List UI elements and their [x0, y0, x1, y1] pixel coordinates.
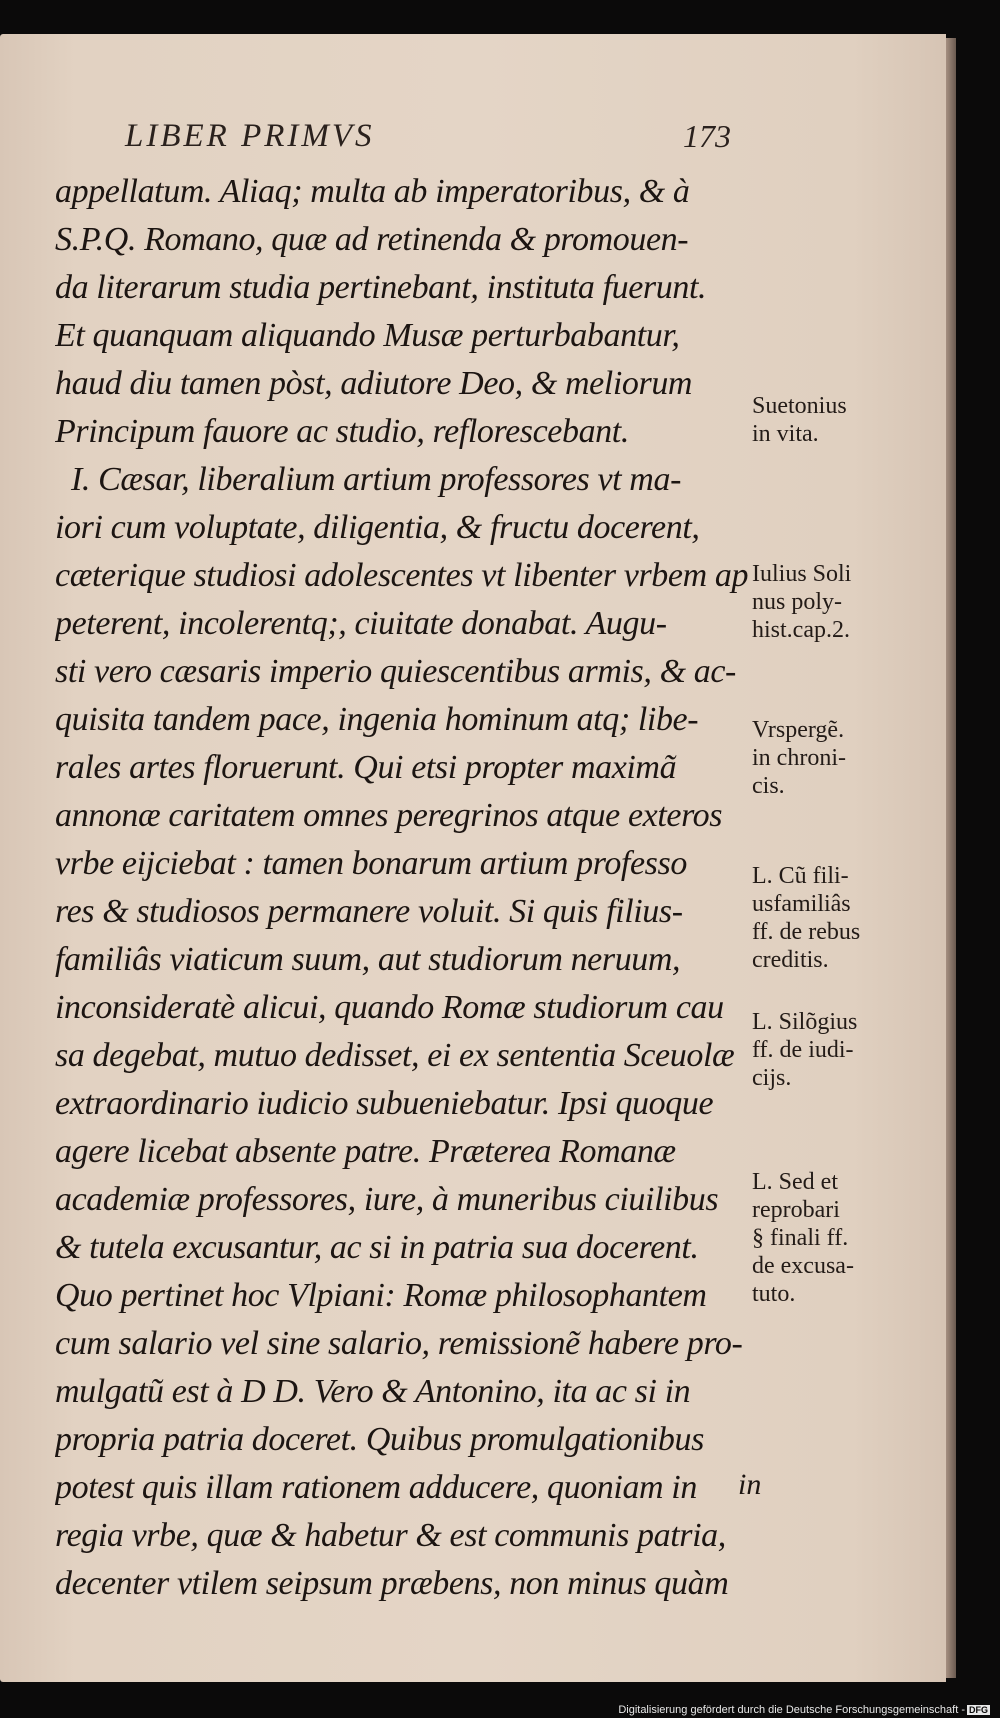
text-line: extraordinario iudicio subueniebatur. Ipsi quoque: [55, 1085, 714, 1122]
text-line: iori cum voluptate, diligentia, & fructu docerent,: [55, 509, 700, 546]
text-line: Et quanquam aliquando Musæ perturbabantur,: [55, 317, 680, 354]
marginal-line: L. Cũ fili-: [752, 863, 849, 889]
main-text: [55, 168, 775, 1608]
text-line: res & studiosos permanere voluit. Si quis filius-: [55, 893, 683, 930]
text-line: familiâs viaticum suum, aut studiorum neruum,: [55, 941, 681, 978]
text-line: sa degebat, mutuo dedisset, ei ex sententia Sceuolæ: [55, 1037, 735, 1074]
text-line: Quo pertinet hoc Vlpiani: Romæ philosophantem: [55, 1277, 707, 1314]
credit-text: Digitalisierung gefördert durch die Deutsche Forschungsgemeinschaft -: [618, 1704, 965, 1716]
text-line: agere licebat absente patre. Præterea Romanæ: [55, 1133, 676, 1170]
text-line: rales artes floruerunt. Qui etsi propter maximã: [55, 749, 677, 786]
text-line: cæterique studiosi adolescentes vt libenter vrbem ap: [55, 557, 749, 594]
marginal-note-lex-sed: [752, 1168, 854, 1308]
text-line: inconsideratè alicui, quando Romæ studiorum cau: [55, 989, 724, 1026]
text-line: potest quis illam rationem adducere, quoniam in: [55, 1469, 697, 1506]
marginal-line: cijs.: [752, 1065, 792, 1091]
catchword: in: [738, 1468, 762, 1501]
marginal-note-solinus: [752, 560, 851, 644]
text-line: Principum fauore ac studio, reflorescebant.: [55, 413, 629, 450]
marginal-line: Vrspergẽ.: [752, 717, 845, 743]
marginal-line: Suetonius: [752, 393, 847, 419]
marginal-note-suetonius: [752, 392, 847, 448]
text-line: & tutela excusantur, ac si in patria sua docerent.: [55, 1229, 699, 1266]
marginal-note-lex-si: [752, 1008, 857, 1092]
marginal-line: L. Sed et: [752, 1169, 838, 1195]
text-line: academiæ professores, iure, à muneribus ciuilibus: [55, 1181, 719, 1218]
text-line: mulgatũ est à D D. Vero & Antonino, ita ac si in: [55, 1373, 691, 1410]
marginal-line: Iulius Soli: [752, 561, 852, 587]
dfg-logo: DFG: [969, 1705, 988, 1715]
marginal-line: cis.: [752, 773, 785, 799]
marginal-line: de excusa-: [752, 1253, 854, 1279]
marginal-line: reprobari: [752, 1197, 840, 1223]
running-title: LIBER PRIMVS: [125, 118, 375, 154]
text-line: peterent, incolerentq;, ciuitate donabat. Augu-: [55, 605, 667, 642]
text-line: decenter vtilem seipsum præbens, non minus quàm: [55, 1565, 729, 1602]
marginal-line: creditis.: [752, 947, 829, 973]
marginal-line: ff. de rebus: [752, 919, 861, 945]
digitization-credit: [618, 1704, 990, 1716]
text-line: cum salario vel sine salario, remissionẽ habere pro-: [55, 1325, 743, 1362]
marginal-line: in chroni-: [752, 745, 846, 771]
text-line: regia vrbe, quæ & habetur & est communis patria,: [55, 1517, 726, 1554]
marginal-line: usfamiliâs: [752, 891, 851, 917]
text-line: haud diu tamen pòst, adiutore Deo, & meliorum: [55, 365, 693, 402]
marginal-line: L. Silõgius: [752, 1009, 858, 1035]
page-edge: [946, 38, 956, 1678]
marginal-line: ff. de iudi-: [752, 1037, 854, 1063]
marginal-note-vrsperg: [752, 716, 846, 800]
marginal-note-lex-cum: [752, 862, 860, 974]
text-line: I. Cæsar, liberalium artium professores vt ma-: [71, 461, 681, 498]
marginal-line: § finali ff.: [752, 1225, 849, 1251]
text-line: vrbe eijciebat : tamen bonarum artium professo: [55, 845, 687, 882]
marginal-line: hist.cap.2.: [752, 617, 850, 643]
text-line: S.P.Q. Romano, quæ ad retinenda & promouen-: [55, 221, 689, 258]
text-line: quisita tandem pace, ingenia hominum atq; libe-: [55, 701, 699, 738]
marginal-line: tuto.: [752, 1281, 796, 1307]
text-line: da literarum studia pertinebant, instituta fuerunt.: [55, 269, 707, 306]
text-line: annonæ caritatem omnes peregrinos atque exteros: [55, 797, 723, 834]
marginal-line: nus poly-: [752, 589, 842, 615]
text-line: appellatum. Aliaq; multa ab imperatoribus, & à: [55, 173, 690, 210]
text-line: sti vero cæsaris imperio quiescentibus armis, & ac-: [55, 653, 736, 690]
marginal-line: in vita.: [752, 421, 819, 447]
text-line: propria patria doceret. Quibus promulgationibus: [55, 1421, 704, 1458]
page-number: 173: [683, 118, 731, 154]
